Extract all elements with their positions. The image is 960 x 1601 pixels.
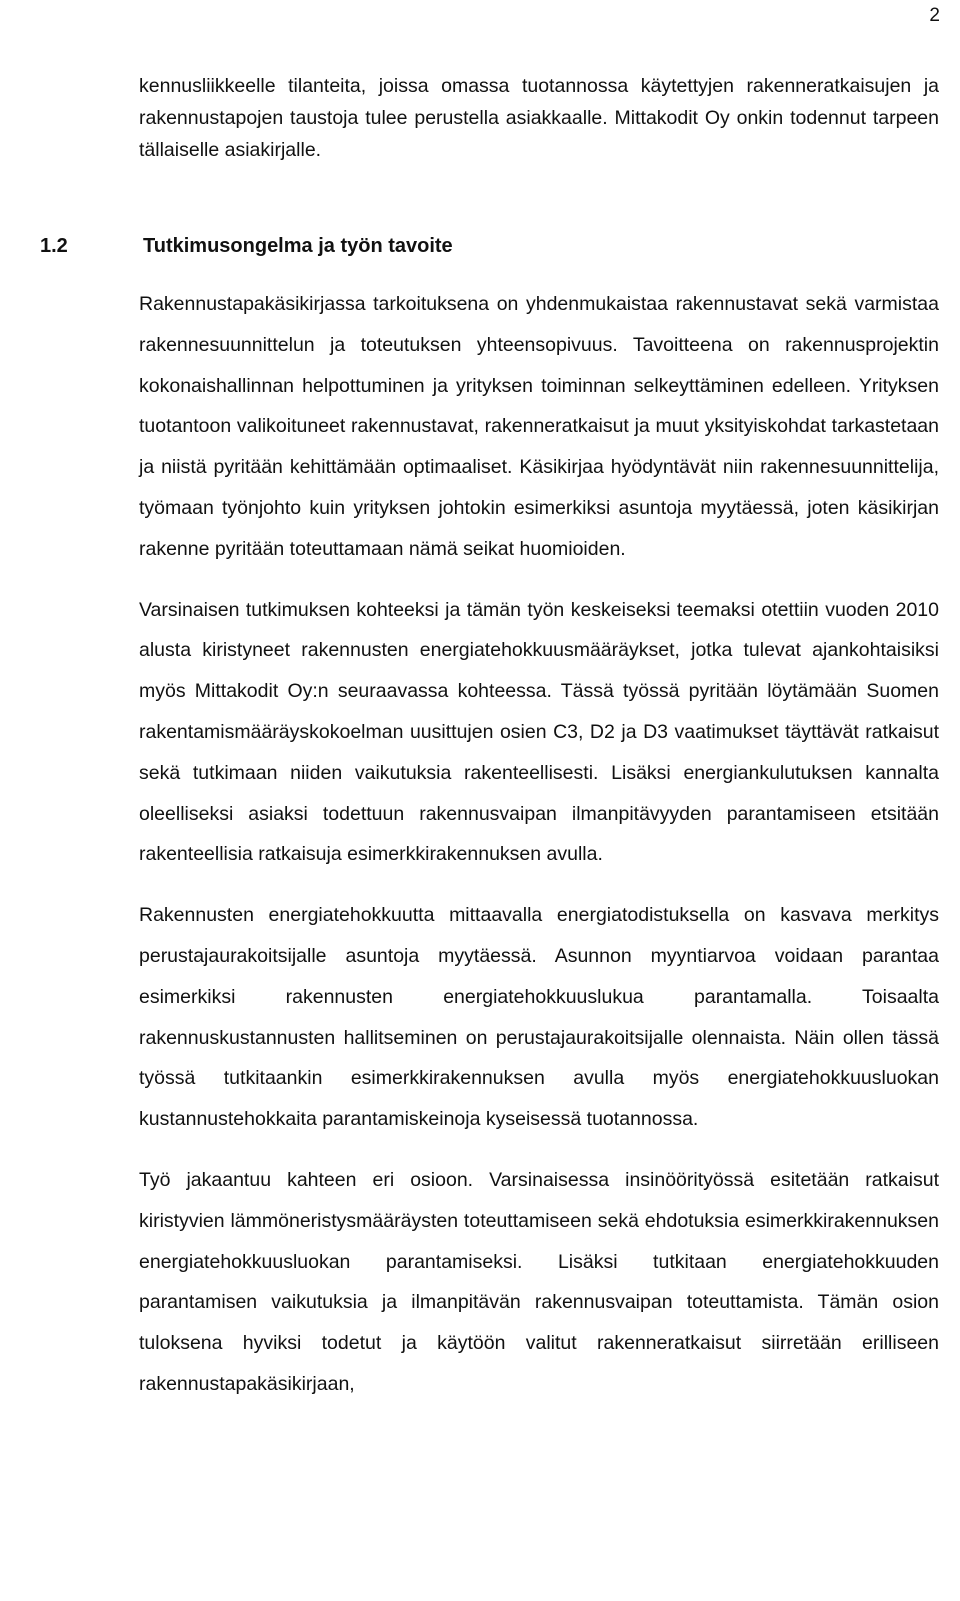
section-number: 1.2	[40, 235, 68, 257]
page-number: 2	[929, 5, 940, 26]
section-heading	[40, 232, 453, 260]
body-paragraph-2: Varsinaisen tutkimuksen kohteeksi ja tämän työn keskeiseksi teemaksi otettiin vuoden 2010 alusta kiristyneet rakennusten energiatehokkuusmääräykset, jotka tulevat ajankohtaisiksi myös Mittakodit Oy:n seuraavassa kohteessa. Tässä työssä pyritään löytämään Suomen rakentamismääräyskokoelman uusittujen osien C3, D2 ja D3 vaatimukset täyttävät ratkaisut sekä tutkimaan niiden vaikutuksia rakenteellisesti. Lisäksi energiankulutuksen kannalta oleelliseksi asiaksi todettuun rakennusvaipan ilmanpitävyyden parantamiseen etsitään rakenteellisia ratkaisuja esimerkkirakennuksen avulla.	[139, 598, 939, 866]
section-body	[139, 284, 939, 1405]
body-paragraph-4: Työ jakaantuu kahteen eri osioon. Varsinaisessa insinöörityössä esitetään ratkaisut kiristyvien lämmöneristysmääräysten toteuttamiseen sekä ehdotuksia esimerkkirakennuksen energiatehokkuusluokan parantamiseksi. Lisäksi tutkitaan energiatehokkuuden parantamisen vaikutuksia ja ilmanpitävän rakennusvaipan toteuttamista. Tämän osion tuloksena hyviksi todetut ja käytöön valitut rakenneratkaisut siirretään erilliseen rakennustapakäsikirjaan,	[139, 1168, 939, 1395]
section-title: Tutkimusongelma ja työn tavoite	[143, 235, 453, 257]
body-paragraph-1: Rakennustapakäsikirjassa tarkoituksena on yhdenmukaistaa rakennustavat sekä varmistaa rakennesuunnittelun ja toteutuksen yhteensopivuus. Tavoitteena on rakennusprojektin kokonaishallinnan helpottuminen ja yrityksen toiminnan selkeyttäminen edelleen. Yrityksen tuotantoon valikoituneet rakennustavat, rakenneratkaisut ja muut yksityiskohdat tarkastetaan ja niistä pyritään kehittämään optimaaliset. Käsikirjaa hyödyntävät niin rakennesuunnittelija, työmaan työnjohto kuin yrityksen johtokin esimerkiksi asuntoja myytäessä, joten käsikirjan rakenne pyritään toteuttamaan nämä seikat huomioiden.	[139, 293, 939, 560]
intro-paragraph-block	[139, 70, 939, 166]
body-paragraph-3: Rakennusten energiatehokkuutta mittaavalla energiatodistuksella on kasvava merkitys perustajaurakoitsijalle asuntoja myytäessä. Asunnon myyntiarvoa voidaan parantaa esimerkiksi rakennusten energiatehokkuuslukua parantamalla. Toisaalta rakennuskustannusten hallitseminen on perustajaurakoitsijalle olennaista. Näin ollen tässä työssä tutkitaankin esimerkkirakennuksen avulla myös energiatehokkuusluokan kustannustehokkaita parantamiskeinoja kyseisessä tuotannossa.	[139, 904, 939, 1131]
intro-paragraph: kennusliikkeelle tilanteita, joissa omassa tuotannossa käytettyjen rakenneratkaisujen ja rakennustapojen taustoja tulee perustella asiakkaalle. Mittakodit Oy onkin todennut tarpeen tällaiselle asiakirjalle.	[139, 75, 939, 161]
